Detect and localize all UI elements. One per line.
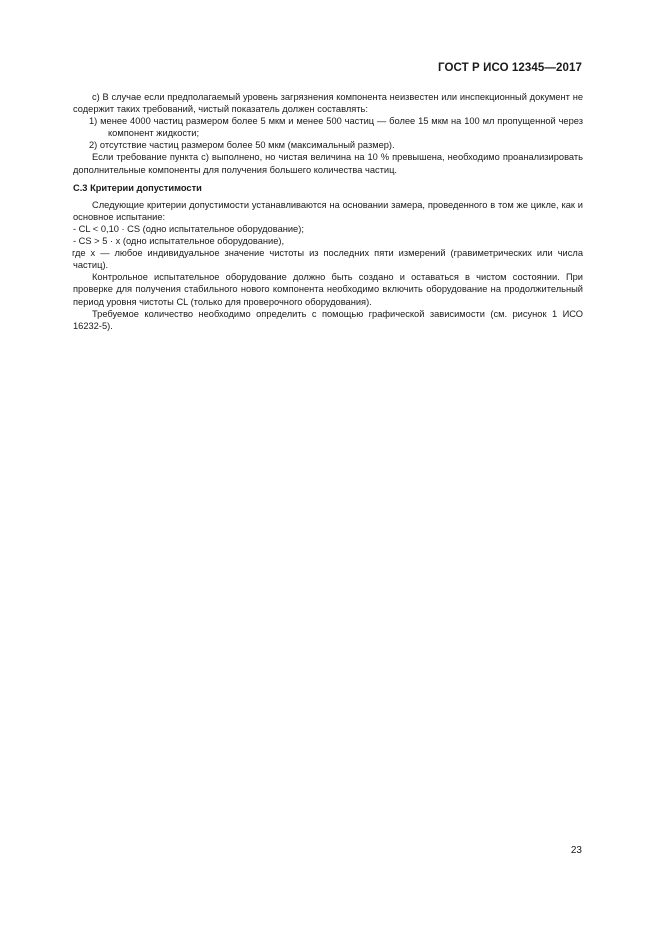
item-c1-paragraph: 1) менее 4000 частиц размером более 5 мкм и менее 500 частиц — более 15 мкм на 100 мл пропущенной через компонент жидкости;	[89, 116, 583, 139]
page-number: 23	[570, 845, 582, 856]
criterion-item: - CS > 5 · x (одно испытательное оборудование),	[73, 236, 285, 247]
section-number: С.3	[73, 182, 88, 193]
item-c-paragraph: с) В случае если предполагаемый уровень загрязнения компонента неизвестен или инспекционный документ не содержит таких требований, чистый показатель должен составлять:	[73, 92, 583, 115]
section-intro-paragraph: Следующие критерии допустимости устанавливаются на основании замера, проведенного в том же цикле, как и основное испытание:	[73, 199, 583, 222]
where-definition	[73, 247, 583, 271]
document-body	[73, 91, 583, 332]
standard-code-header: ГОСТ Р ИСО 12345—2017	[437, 62, 582, 74]
item-c-followup-paragraph: Если требование пункта с) выполнено, но чистая величина на 10 % превышена, необходимо проанализировать дополнительные компоненты для получения большего количества частиц.	[73, 152, 583, 175]
control-equipment-paragraph: Контрольное испытательное оборудование должно быть создано и оставаться в чистом состоянии. При проверке для получения стабильного нового компонента необходимо включить оборудование на продолжительный период уровня чистоты CL (только для проверочного оборудования).	[73, 272, 583, 307]
required-quantity-paragraph: Требуемое количество необходимо определить с помощью графической зависимости (см. рисунок 1 ИСО 16232-5).	[73, 308, 583, 331]
section-heading	[73, 182, 583, 194]
where-text: любое индивидуальное значение чистоты из последних пяти измерений (гравиметрических или числа частиц).	[73, 248, 583, 271]
where-label: где x —	[72, 248, 110, 259]
item-c2-paragraph: 2) отсутствие частиц размером более 50 мкм (максимальный размер).	[89, 140, 395, 151]
section-title: Критерии допустимости	[90, 182, 202, 193]
criterion-item: - CL < 0,10 · CS (одно испытательное оборудование);	[73, 223, 304, 234]
